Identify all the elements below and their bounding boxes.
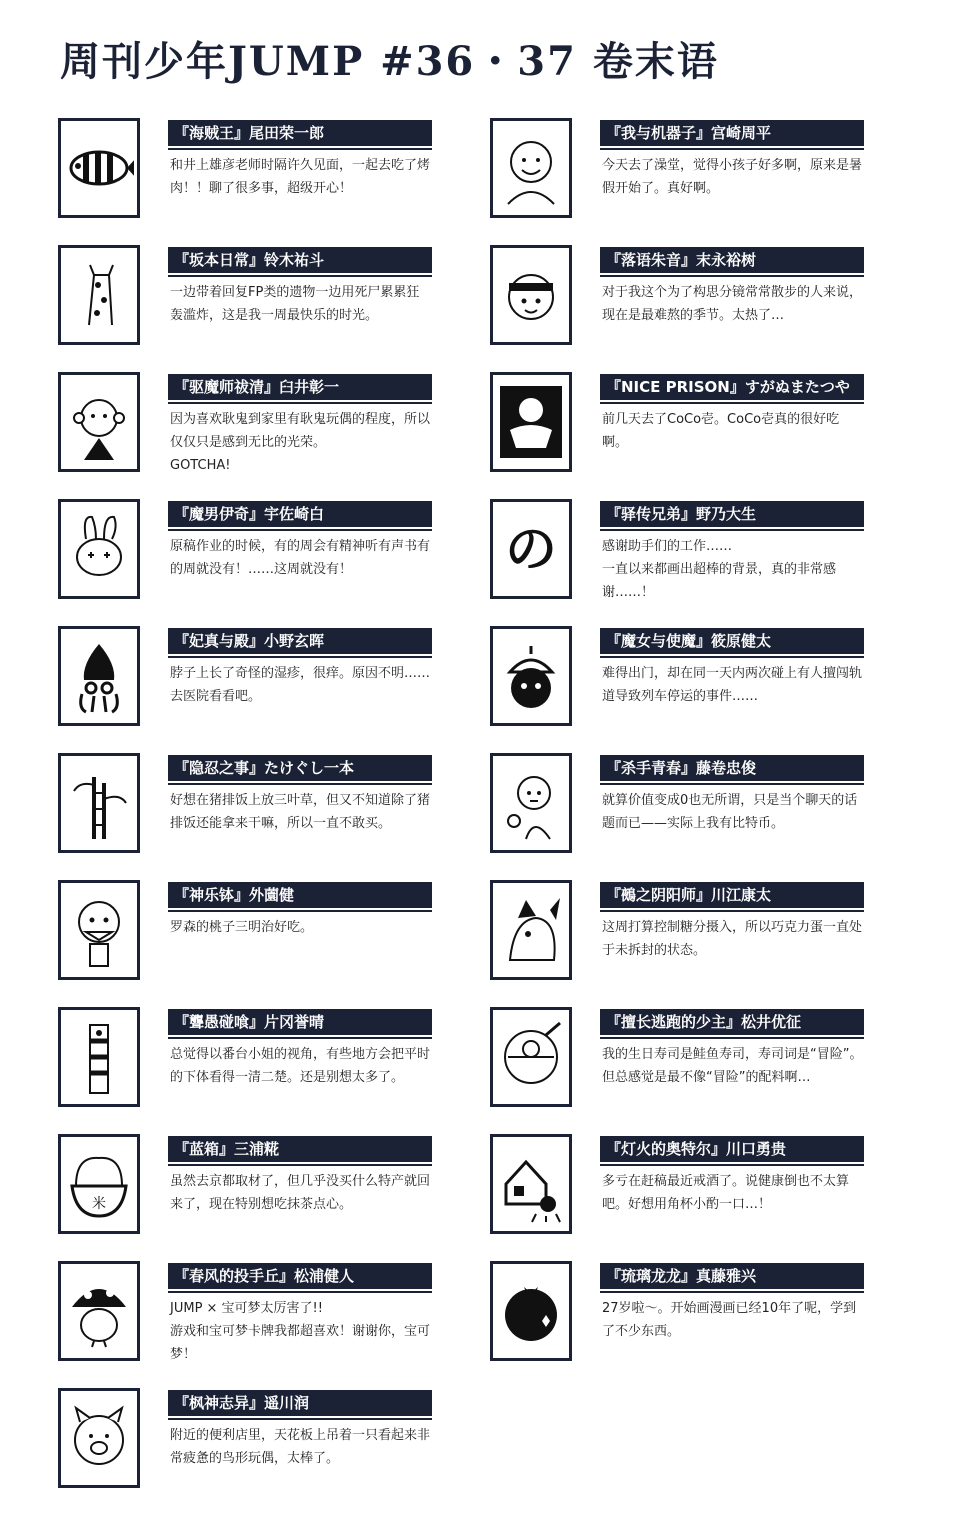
heading-underline	[168, 1164, 432, 1166]
pig-icon	[58, 1388, 140, 1488]
rice-bowl-icon-art	[64, 1144, 134, 1224]
acorn-icon	[490, 626, 572, 726]
comment-entry	[58, 1007, 438, 1117]
page-title: 周刊少年JUMP #36・37 卷末语	[60, 38, 719, 85]
totem-icon-art	[64, 1017, 134, 1097]
heading-underline	[168, 783, 432, 785]
heading-underline	[600, 1037, 864, 1039]
heading-underline	[168, 1418, 432, 1420]
comment-entry	[58, 372, 438, 482]
totem-icon	[58, 1007, 140, 1107]
no-character-icon-art	[496, 509, 566, 589]
heading-underline	[168, 1291, 432, 1293]
heading-underline	[168, 1037, 432, 1039]
no-character-icon	[490, 499, 572, 599]
monkey-icon-art	[64, 382, 134, 462]
svg-text:米: 米	[92, 1196, 106, 1212]
entry-heading: 『NICE PRISON』すがぬまたつや	[600, 374, 864, 400]
rice-bowl-icon	[58, 1134, 140, 1234]
comment-entry	[58, 753, 438, 863]
entry-text: 多亏在赶稿最近戒酒了。说健康倒也不太算吧。好想用角杯小酌一口…！	[602, 1174, 850, 1212]
thinking-man-icon	[490, 753, 572, 853]
fish-icon	[58, 118, 140, 218]
heading-underline	[600, 910, 864, 912]
headband-face-icon-art	[496, 255, 566, 335]
creature-icon	[490, 880, 572, 980]
sushi-icon	[490, 1007, 572, 1107]
comment-entry	[490, 1261, 870, 1371]
entry-heading: 『春风的投手丘』松浦健人	[168, 1263, 432, 1289]
entry-heading: 『神乐钵』外薗健	[168, 882, 432, 908]
heading-underline	[168, 910, 432, 912]
entry-text: JUMP × 宝可梦太厉害了!! 游戏和宝可梦卡牌我都超喜欢！谢谢你，宝可梦！	[170, 1301, 431, 1362]
squid-icon-art	[64, 636, 134, 716]
mushroom-bird-icon	[58, 1261, 140, 1361]
comment-entry	[58, 499, 438, 609]
entry-heading: 『海贼王』尾田荣一郎	[168, 120, 432, 146]
comment-entry	[58, 1388, 438, 1498]
entry-heading: 『我与机器子』宫崎周平	[600, 120, 864, 146]
comment-entry	[58, 245, 438, 355]
entry-heading: 『枫神志异』遥川润	[168, 1390, 432, 1416]
entry-text: 前几天去了CoCo壱。CoCo壱真的很好吃啊。	[602, 412, 840, 450]
entry-text: 原稿作业的时候，有的周会有精神听有声书有的周就没有！……这周就没有！	[170, 539, 431, 577]
heading-underline	[168, 529, 432, 531]
heading-underline	[168, 402, 432, 404]
heading-underline	[600, 1291, 864, 1293]
bald-man-icon	[490, 118, 572, 218]
entry-heading: 『鵺之阴阳师』川江康太	[600, 882, 864, 908]
bird-head-icon	[58, 880, 140, 980]
flexing-figure-icon-art	[496, 382, 566, 462]
entry-text: 和井上雄彦老师时隔许久见面，一起去吃了烤肉！！聊了很多事，超级开心！	[170, 158, 431, 196]
entry-heading: 『驿传兄弟』野乃大生	[600, 501, 864, 527]
comment-entry	[58, 626, 438, 736]
entry-heading: 『魔女与使魔』筱原健太	[600, 628, 864, 654]
entry-text: 脖子上长了奇怪的湿疹，很痒。原因不明……去医院看看吧。	[170, 666, 431, 704]
acorn-icon-art	[496, 636, 566, 716]
entry-heading: 『妃真与殿』小野玄晖	[168, 628, 432, 654]
sushi-icon-art	[496, 1017, 566, 1097]
flexing-figure-icon	[490, 372, 572, 472]
rabbit-icon	[58, 499, 140, 599]
comment-entry	[490, 372, 870, 482]
entry-text: 27岁啦～。开始画漫画已经10年了呢，学到了不少东西。	[602, 1301, 857, 1339]
bamboo-icon	[58, 753, 140, 853]
heading-underline	[600, 783, 864, 785]
entry-heading: 『灯火的奥特尔』川口勇贵	[600, 1136, 864, 1162]
entry-heading: 『聾愚碰喰』片冈誉晴	[168, 1009, 432, 1035]
comment-entry	[490, 626, 870, 736]
entry-text: 难得出门，却在同一天内两次碰上有人擅闯轨道导致列车停运的事件……	[602, 666, 863, 704]
creature-icon-art	[496, 890, 566, 970]
comment-entry	[58, 1134, 438, 1244]
comment-entry	[490, 753, 870, 863]
heading-underline	[600, 402, 864, 404]
monkey-icon	[58, 372, 140, 472]
entry-text: 这周打算控制糖分摄入，所以巧克力蛋一直处于未拆封的状态。	[602, 920, 863, 958]
entry-text: 罗森的桃子三明治好吃。	[170, 920, 314, 935]
entry-heading: 『落语朱音』末永裕树	[600, 247, 864, 273]
heading-underline	[600, 529, 864, 531]
bald-man-icon-art	[496, 128, 566, 208]
entry-text: 总觉得以番台小姐的视角，有些地方会把平时的下体看得一清二楚。还是别想太多了。	[170, 1047, 431, 1085]
giraffe-icon	[58, 245, 140, 345]
comment-entry	[490, 118, 870, 228]
svg-text:の: の	[504, 520, 558, 580]
thinking-man-icon-art	[496, 763, 566, 843]
rabbit-icon-art	[64, 509, 134, 589]
heading-underline	[600, 656, 864, 658]
entry-text: 附近的便利店里，天花板上吊着一只看起来非常疲惫的鸟形玩偶，太棒了。	[170, 1428, 431, 1466]
entry-text: 对于我这个为了构思分镜常常散步的人来说，现在是最难熬的季节。太热了…	[602, 285, 863, 323]
headband-face-icon	[490, 245, 572, 345]
pig-icon-art	[64, 1398, 134, 1478]
mushroom-bird-icon-art	[64, 1271, 134, 1351]
heading-underline	[168, 275, 432, 277]
entry-heading: 『驱魔师祓清』臼井彰一	[168, 374, 432, 400]
comment-entry	[490, 499, 870, 609]
comment-entry	[490, 1007, 870, 1117]
entry-text: 就算价值变成0也无所谓，只是当个聊天的话题而已——实际上我有比特币。	[602, 793, 858, 831]
entry-text: 一边带着回复FP类的遗物一边用死尸累累狂轰滥炸，这是我一周最快乐的时光。	[170, 285, 420, 323]
heading-underline	[600, 1164, 864, 1166]
comment-entry	[490, 880, 870, 990]
heading-underline	[600, 148, 864, 150]
entry-heading: 『魔男伊奇』宇佐崎白	[168, 501, 432, 527]
bird-head-icon-art	[64, 890, 134, 970]
fish-icon-art	[64, 128, 134, 208]
entry-text: 今天去了澡堂，觉得小孩子好多啊，原来是暑假开始了。真好啊。	[602, 158, 863, 196]
entry-heading: 『坂本日常』铃木祐斗	[168, 247, 432, 273]
comment-entry	[58, 1261, 438, 1371]
hermit-crab-icon	[490, 1134, 572, 1234]
bamboo-icon-art	[64, 763, 134, 843]
entry-heading: 『琉璃龙龙』真藤雅兴	[600, 1263, 864, 1289]
entry-text: 虽然去京都取材了，但几乎没买什么特产就回来了，现在特别想吃抹茶点心。	[170, 1174, 431, 1212]
entry-heading: 『蓝箱』三浦糀	[168, 1136, 432, 1162]
comment-entry	[490, 245, 870, 355]
heading-underline	[168, 656, 432, 658]
entry-text: 我的生日寿司是鲑鱼寿司，寿司词是“冒险”。但总感觉是最不像“冒险”的配料啊…	[602, 1047, 863, 1085]
tomato-icon-art	[496, 1271, 566, 1351]
tomato-icon	[490, 1261, 572, 1361]
entry-text: 好想在猪排饭上放三叶草，但又不知道除了猪排饭还能拿来干嘛，所以一直不敢买。	[170, 793, 431, 831]
entry-text: 感谢助手们的工作…… 一直以来都画出超棒的背景，真的非常感谢……！	[602, 539, 837, 600]
entry-heading: 『杀手青春』藤卷忠俊	[600, 755, 864, 781]
comment-entry	[58, 118, 438, 228]
comment-entry	[490, 1134, 870, 1244]
comment-entry	[58, 880, 438, 990]
hermit-crab-icon-art	[496, 1144, 566, 1224]
entry-text: 因为喜欢耿鬼到家里有耿鬼玩偶的程度，所以仅仅只是感到无比的光荣。 GOTCHA!	[170, 412, 431, 473]
heading-underline	[168, 148, 432, 150]
heading-underline	[600, 275, 864, 277]
entry-heading: 『擅长逃跑的少主』松井优征	[600, 1009, 864, 1035]
squid-icon	[58, 626, 140, 726]
entry-heading: 『隐忍之事』たけぐし一本	[168, 755, 432, 781]
giraffe-icon-art	[64, 255, 134, 335]
